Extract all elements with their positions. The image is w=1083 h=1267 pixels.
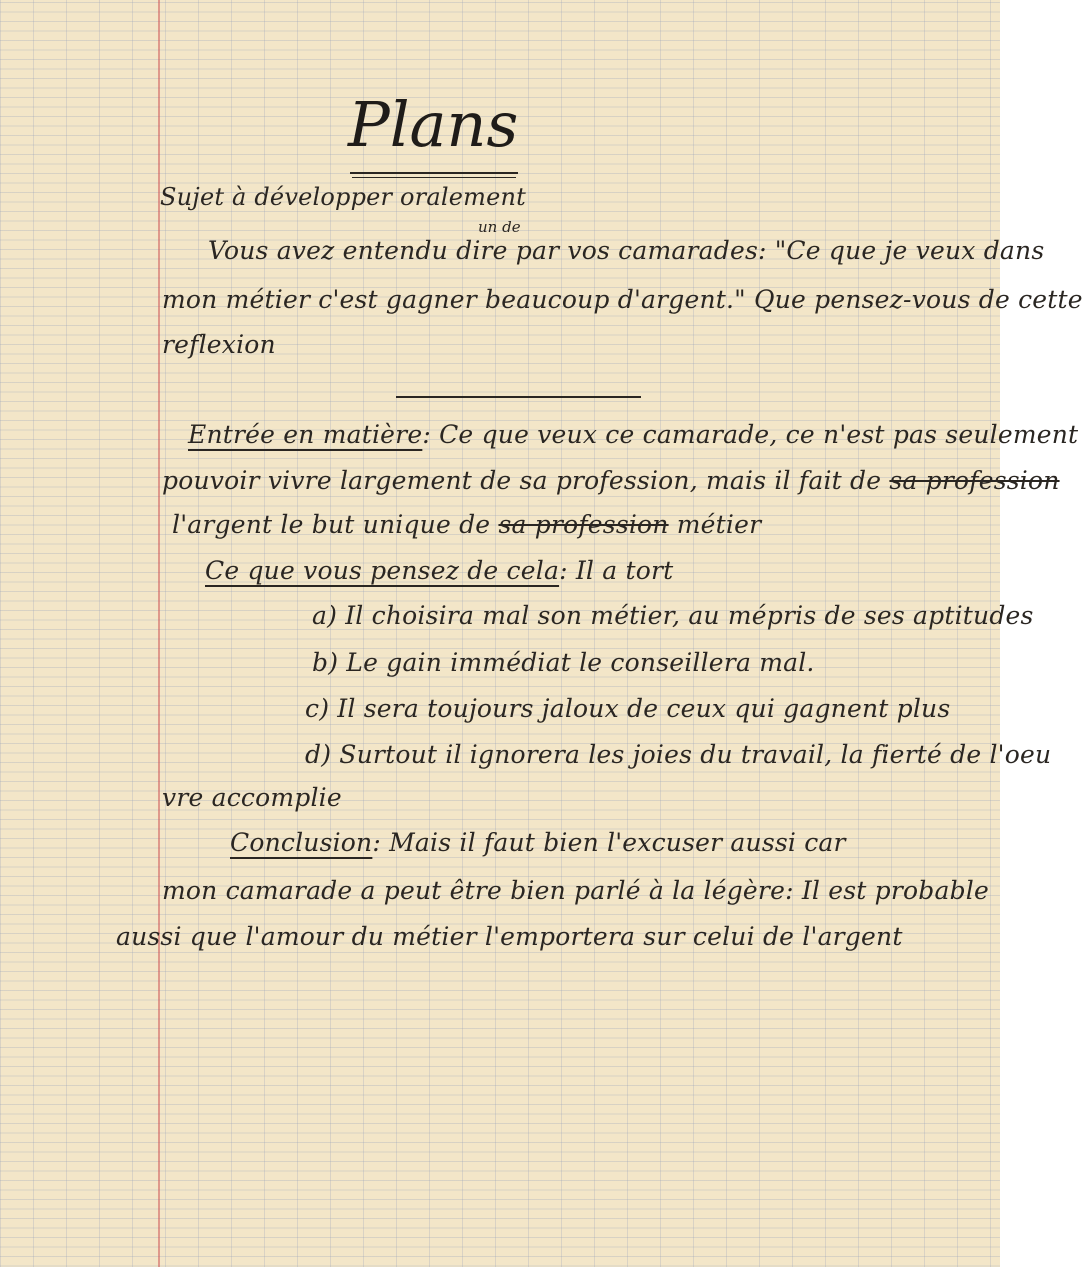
pensez-line (205, 556, 673, 585)
conclusion-heading: Conclusion (230, 828, 373, 857)
subject-label: Sujet à développer oralement (160, 183, 527, 211)
entree-line-3 (172, 510, 761, 539)
entree-struck-2: sa profession (498, 510, 669, 539)
conclusion-line-3: aussi que l'amour du métier l'emportera sur celui de l'argent (116, 922, 903, 951)
pensez-item-c: c) Il sera toujours jaloux de ceux qui gagnent plus (305, 694, 951, 723)
title-underline (350, 172, 518, 174)
subject-quote-line-1: Vous avez entendu dire par vos camarades: "Ce que je veux dans (208, 236, 1045, 265)
title-underline-second (352, 177, 516, 178)
page-title: Plans (348, 88, 519, 161)
pensez-item-b: b) Le gain immédiat le conseillera mal. (312, 648, 815, 677)
pensez-item-a: a) Il choisira mal son métier, au mépris de ses aptitudes (312, 601, 1034, 630)
conclusion-text-1: : Mais il faut bien l'excuser aussi car (372, 828, 846, 857)
conclusion-line-2: mon camarade a peut être bien parlé à la légère: Il est probable (162, 876, 989, 905)
subject-quote-line-2: mon métier c'est gagner beaucoup d'argent." Que pensez-vous de cette (162, 285, 1083, 314)
entree-text-2: pouvoir vivre largement de sa profession, mais il fait de (162, 466, 890, 495)
entree-line-2 (162, 466, 1060, 495)
subject-insertion: un de (478, 218, 521, 236)
pensez-continuation: vre accomplie (162, 783, 342, 812)
section-separator (396, 396, 641, 398)
entree-text-3: l'argent le but unique de (172, 510, 499, 539)
conclusion-line-1 (230, 828, 846, 857)
entree-text-1: : Ce que veux ce camarade, ce n'est pas seulement (422, 420, 1079, 449)
pensez-heading: Ce que vous pensez de cela (205, 556, 560, 585)
pensez-item-d: d) Surtout il ignorera les joies du travail, la fierté de l'oeu (305, 740, 1052, 769)
entree-heading: Entrée en matière (188, 420, 423, 449)
pensez-rest: : Il a tort (559, 556, 674, 585)
entree-text-4: métier (668, 510, 762, 539)
entree-line-1 (188, 420, 1078, 449)
subject-quote-line-3: reflexion (162, 330, 276, 359)
entree-struck-1: sa profession (889, 466, 1060, 495)
